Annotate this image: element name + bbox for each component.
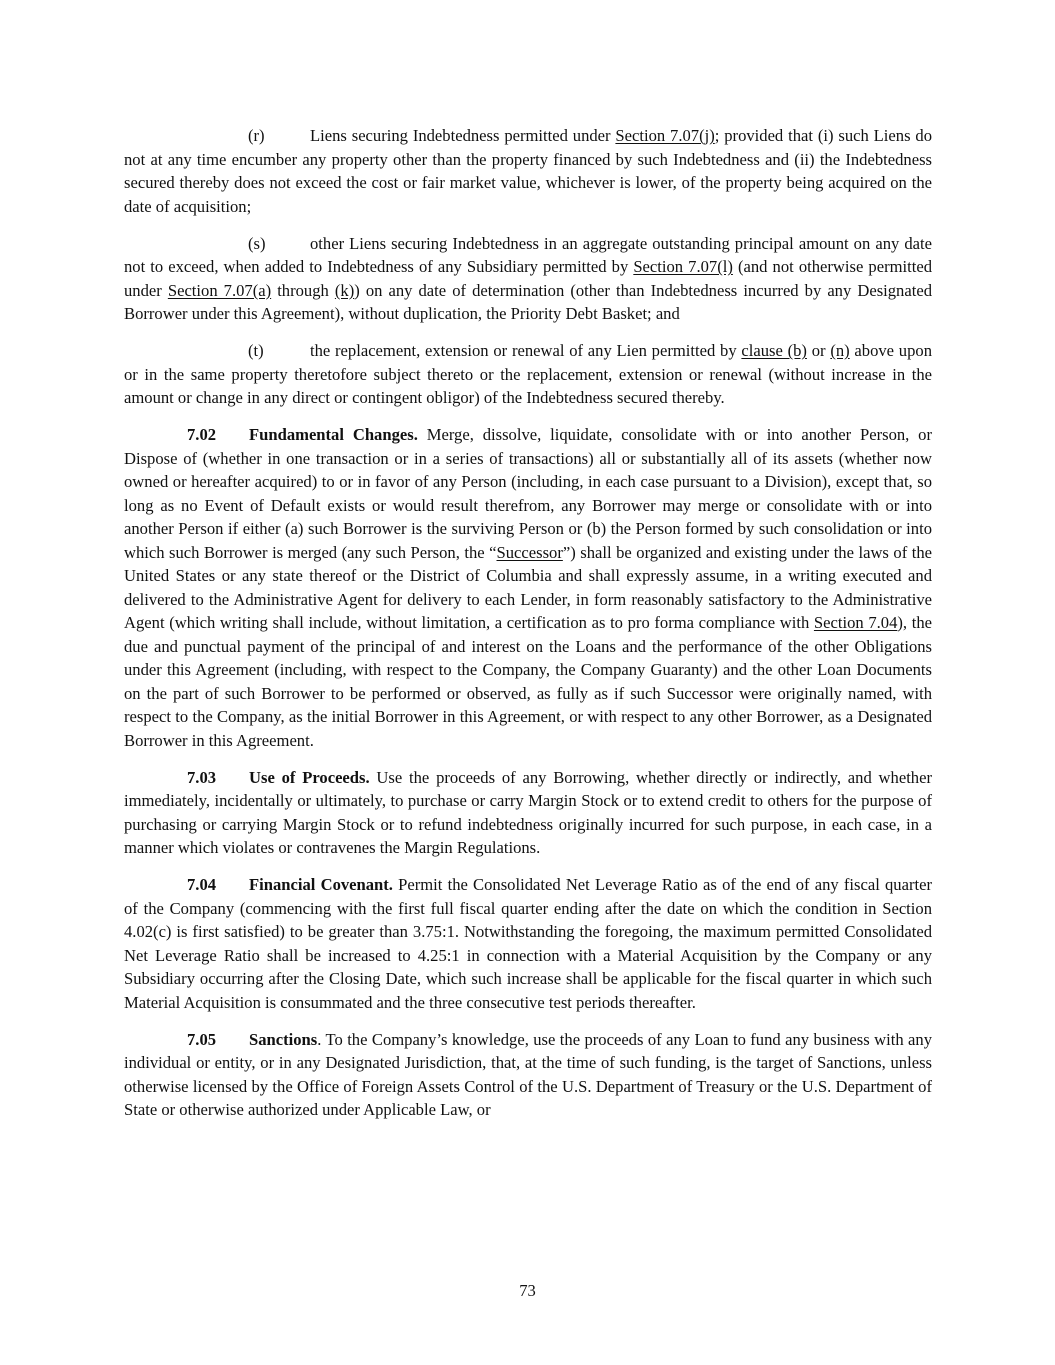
- section-7-05-number: 7.05: [187, 1029, 217, 1049]
- section-7-03: [124, 766, 932, 860]
- page-number: 73: [519, 1281, 536, 1300]
- section-7-04: [124, 873, 932, 1014]
- section-7-02: [124, 423, 932, 752]
- section-7-02-ref-successor: Successor: [496, 542, 563, 562]
- clause-s-text-2: (and not otherwise permitted under: [124, 257, 932, 300]
- clause-s-ref-section-7-07-a: Section 7.07(a): [167, 280, 272, 300]
- clause-t-text-3: above upon or in the same property theretofore subject thereto or the replacement, extension or renewal (without increase in the amount or change in any direct or contingent obligor) of the Indebtedness secured thereby.: [124, 341, 932, 407]
- clause-t-label: (t): [248, 341, 264, 360]
- clause-s-text-3: through: [271, 280, 335, 300]
- clause-r-text-1: Liens securing Indebtedness permitted under: [310, 126, 616, 145]
- clause-s: [124, 232, 932, 326]
- section-7-02-number: 7.02: [187, 425, 217, 444]
- section-7-02-text-2: ”) shall be organized and existing under the laws of the United States or any state thereof or the District of Columbia and shall expressly assume, in a writing executed and delivered to the Administrative Agent for delivery to each Lender, in form reasonably satisfactory to the Administrative Agent (which writing shall include, without limitation, a certification as to pro forma compliance with: [124, 542, 932, 632]
- clause-r-label: (r): [248, 126, 265, 145]
- clause-t: [124, 339, 932, 410]
- clause-s-text-1: other Liens securing Indebtedness in an aggregate outstanding principal amount on any date not to exceed, when added to Indebtedness of any Subsidiary permitted by: [124, 233, 932, 276]
- section-7-02-heading: Fundamental Changes.: [249, 425, 418, 444]
- section-7-02-ref-section-7-04: Section 7.04: [813, 613, 898, 632]
- clause-r-ref-section-7-07-j: Section 7.07(j): [615, 126, 715, 145]
- section-7-03-text-1: Use the proceeds of any Borrowing, whether directly or indirectly, and whether immediately, incidentally or ultimately, to purchase or carry Margin Stock or to extend credit to others for the purpose of purchasing or carrying Margin Stock or to refund indebtedness originally incurred for such purpose, in each case, in a manner which violates or contravenes the Margin Regulations.: [124, 767, 932, 857]
- clause-s-label: (s): [248, 233, 266, 253]
- section-7-04-heading: Financial Covenant.: [249, 875, 393, 894]
- section-7-03-number: 7.03: [187, 767, 217, 787]
- section-7-04-text-1: Permit the Consolidated Net Leverage Ratio as of the end of any fiscal quarter of the Company (commencing with the first full fiscal quarter ending after the date on which the condition in Section 4.02(c) is first satisfied) to be greater than 3.75:1. Notwithstanding the foregoing, the maximum permitted Consolidated Net Leverage Ratio shall be increased to 4.25:1 in connection with a Material Acquisition by the Company or any Subsidiary occurring after the Closing Date, which such increase shall be applicable for the fiscal quarter in which such Material Acquisition is consummated and the three consecutive test periods thereafter.: [124, 875, 932, 1012]
- clause-r-text-2: ; provided that (i) such Liens do not at any time encumber any property other than the property financed by such Indebtedness and (ii) the Indebtedness secured thereby does not exceed the cost or fair market value, whichever is lower, of the property being acquired on the date of acquisition;: [124, 126, 932, 216]
- clause-s-text-4: ) on any date of determination (other than Indebtedness incurred by any Designated Borrower under this Agreement), without duplication, the Priority Debt Basket; and: [124, 280, 932, 323]
- section-7-02-text-1: Merge, dissolve, liquidate, consolidate with or into another Person, or Dispose of (whether in one transaction or in a series of transactions) all or substantially all of its assets (whether now owned or hereafter acquired) to or in favor of any Person (including, in each case pursuant to a Division), except that, so long as no Event of Default exists or would result therefrom, any Borrower may merge or consolidate with or into another Person if either (a) such Borrower is the surviving Person or (b) the Person formed by such consolidation or into which such Borrower is merged (any such Person, the “: [124, 425, 933, 562]
- clause-t-ref-clause-b: clause (b): [741, 341, 807, 360]
- clause-s-ref-k: (k): [334, 280, 355, 300]
- section-7-05-heading: Sanctions: [249, 1029, 318, 1049]
- clause-t-text-2: or: [806, 341, 831, 360]
- clause-t-text-1: the replacement, extension or renewal of any Lien permitted by: [310, 341, 742, 360]
- section-7-05-text-1: . To the Company’s knowledge, use the proceeds of any Loan to fund any business with any individual or entity, or in any Designated Jurisdiction, that, at the time of such funding, is the target of Sanctions, unless otherwise licensed by the Office of Foreign Assets Control of the U.S. Department of Treasury or the U.S. Department of State or otherwise authorized under Applicable Law, or: [124, 1029, 932, 1119]
- section-7-03-heading: Use of Proceeds.: [249, 767, 370, 787]
- document-page: [124, 124, 932, 1135]
- section-7-02-text-3: ), the due and punctual payment of the principal of and interest on the Loans and the performance of the other Obligations under this Agreement (including, with respect to the Company, the Company Guaranty) and the other Loan Documents on the part of such Borrower to be performed or observed, as fully as if such Successor were originally named, with respect to the Company, as the initial Borrower in this Agreement, or with respect to any other Borrower, as a Designated Borrower in this Agreement.: [124, 613, 932, 750]
- section-7-04-number: 7.04: [187, 875, 217, 894]
- clause-s-ref-section-7-07-l: Section 7.07(l): [633, 257, 733, 276]
- section-7-05: [124, 1028, 932, 1122]
- clause-r: [124, 124, 932, 218]
- clause-t-ref-n: (n): [830, 341, 850, 360]
